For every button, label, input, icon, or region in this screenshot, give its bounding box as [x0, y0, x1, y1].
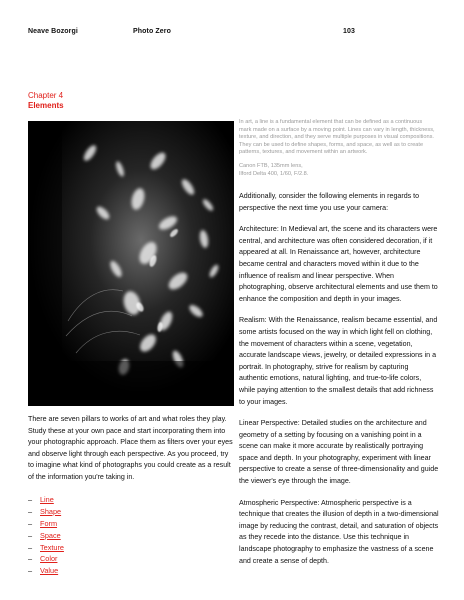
- pillar-link-value[interactable]: Value: [40, 566, 59, 576]
- chapter-title: Elements: [28, 100, 64, 110]
- list-item: [28, 494, 64, 506]
- list-item: [28, 506, 64, 518]
- pillars-list: [28, 494, 64, 577]
- chapter-heading: [28, 91, 64, 110]
- chapter-number: Chapter 4: [28, 91, 64, 100]
- list-dash: –: [28, 495, 33, 504]
- list-dash: –: [28, 506, 33, 516]
- list-dash: –: [28, 554, 33, 564]
- paragraph-linear-perspective: Linear Perspective: Detailed studies on the architecture and geometry of a setting by focusing on a vanishing point in a scene can make it more accurate by realistically portraying space and depth. In your photography, experiment with linear perspective to create a sense of three-dimensionality and guide the viewer's eye through the image.: [239, 419, 439, 486]
- pillar-link-color[interactable]: Color: [40, 554, 58, 564]
- paragraph-seven-pillars: There are seven pillars to works of art and what roles they play. Study these at your own pace and start incorporating them into your photographic approach. Place them as filters over your eyes and observe light through each perspective. As you proceed, try to imagine what kind of photographs you could create as a result of the information you're taking in.: [28, 415, 233, 481]
- chapter-photograph: [28, 121, 234, 406]
- paragraph-architecture: Architecture: In Medieval art, the scene and its characters were central, and architecture was often considered decoration, if it appeared at all. In Renaissance art, however, architecture became central and characters moved within it due to the influence of realism and linear perspective. When photographing, observe architectural elements and use them to enhance the composition and depth in your images.: [239, 225, 438, 303]
- caption-film: Ilford Delta 400, 1/60, F/2.8.: [239, 170, 309, 177]
- list-dash: –: [28, 530, 33, 540]
- list-item: [28, 565, 64, 577]
- pillar-link-line[interactable]: Line: [40, 495, 54, 504]
- pillar-link-texture[interactable]: Texture: [40, 542, 64, 552]
- running-header-book-title: Photo Zero: [133, 28, 171, 35]
- paragraph-intro: Additionally, consider the following elements in regards to perspective the next time you use your camera:: [239, 192, 420, 212]
- caption-text: In art, a line is a fundamental element that can be defined as a continuous mark made on a surface by a moving point. Lines can vary in length, thickness, texture, and direction, and they serve multiple purposes in visual compositions. They can be used to define shapes, forms, and space, as well as to create patterns, textures, and movement within an artwork.: [239, 119, 435, 156]
- page-number: 103: [343, 28, 355, 35]
- list-dash: –: [28, 566, 33, 576]
- right-column-text: [239, 191, 439, 577]
- list-dash: –: [28, 542, 33, 552]
- photograph-image: [28, 121, 234, 406]
- pillar-link-form[interactable]: Form: [40, 518, 58, 528]
- list-dash: –: [28, 518, 33, 528]
- photo-caption: [239, 119, 435, 178]
- list-item: [28, 530, 64, 542]
- list-item: [28, 542, 64, 554]
- running-header-author: Neave Bozorgi: [28, 28, 78, 35]
- caption-camera: Canon FTB, 135mm lens,: [239, 162, 303, 169]
- left-column-text: [28, 414, 234, 494]
- list-item: [28, 518, 64, 530]
- list-item: [28, 553, 64, 565]
- pillar-link-space[interactable]: Space: [40, 530, 61, 540]
- pillar-link-shape[interactable]: Shape: [40, 506, 62, 516]
- paragraph-realism: Realism: With the Renaissance, realism became essential, and some artists focused on the way in which light fell on clothing, the movement of characters within a scene, vegetation, accurate landscape views, jewelry, or detailed expressions in a portrait. In photography, strive for realism by capturing authentic emotions, natural lighting, and true-to-life colors, while paying attention to the smallest details that add richness to your images.: [239, 316, 438, 406]
- paragraph-atmospheric-perspective: Atmospheric Perspective: Atmospheric perspective is a technique that creates the illusion of depth in a two-dimensional image by reducing the contrast, detail, and saturation of objects as they recede into the distance. Use this technique in landscape photography to emphasize the vastness of a scene and create a sense of depth.: [239, 498, 439, 565]
